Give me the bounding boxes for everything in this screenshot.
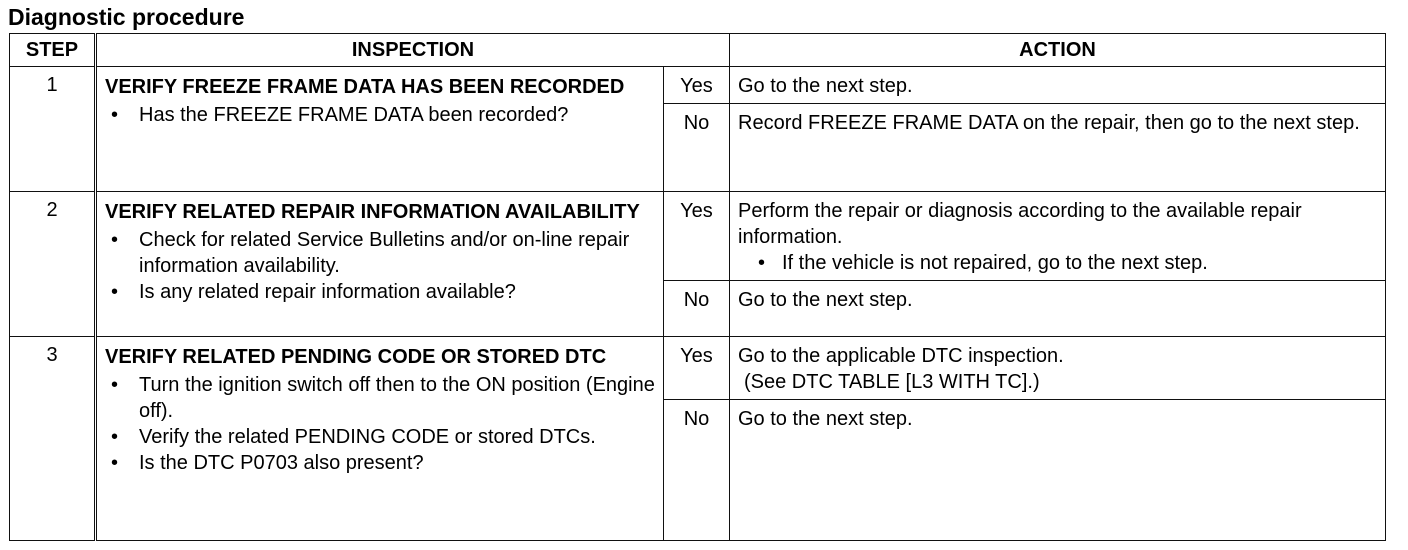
- bullet-icon: •: [111, 426, 119, 448]
- header-inspection: INSPECTION: [96, 34, 730, 67]
- step-1-no-action: Record FREEZE FRAME DATA on the repair, then go to the next step.: [730, 104, 1386, 192]
- step-2-inspection: [96, 192, 664, 337]
- step-1-inspection: [96, 67, 664, 192]
- bullet-icon: •: [111, 229, 119, 251]
- step-1-yes-row: [10, 67, 1386, 104]
- step-3-inspection: [96, 337, 664, 541]
- step-2-no-label: No: [664, 281, 730, 337]
- step-2-check-2: • Is any related repair information available?: [111, 281, 516, 303]
- step-1-yes-label: Yes: [664, 67, 730, 104]
- step-1-no-label: No: [664, 104, 730, 192]
- step-3-yes-row: [10, 337, 1386, 400]
- header-step: STEP: [10, 34, 96, 67]
- bullet-icon: •: [111, 104, 119, 126]
- step-1-number: 1: [10, 67, 96, 192]
- step-3-yes-reference: (See DTC TABLE [L3 WITH TC].): [744, 371, 1040, 393]
- step-2-yes-label: Yes: [664, 192, 730, 281]
- step-2-number: 2: [10, 192, 96, 337]
- table-header-row: [10, 34, 1386, 67]
- step-2-heading: VERIFY RELATED REPAIR INFORMATION AVAILABILITY: [105, 201, 640, 223]
- step-2-yes-sub: • If the vehicle is not repaired, go to the next step.: [758, 252, 1208, 274]
- bullet-icon: •: [111, 452, 119, 474]
- step-3-heading: VERIFY RELATED PENDING CODE OR STORED DTC: [105, 346, 607, 368]
- step-2-no-action: Go to the next step.: [730, 281, 1386, 337]
- step-3-yes-label: Yes: [664, 337, 730, 400]
- step-3-no-action: Go to the next step.: [730, 400, 1386, 541]
- step-3-check-1: • Turn the ignition switch off then to the ON position (Engine off).: [111, 374, 655, 422]
- step-3-check-2: • Verify the related PENDING CODE or stored DTCs.: [111, 426, 596, 448]
- step-2-yes-row: [10, 192, 1386, 281]
- step-2-yes-action: [730, 192, 1386, 281]
- step-3-check-3: • Is the DTC P0703 also present?: [111, 452, 424, 474]
- step-2-check-1: • Check for related Service Bulletins and/or on-line repair information availability.: [111, 229, 630, 277]
- step-1-yes-action: Go to the next step.: [730, 67, 1386, 104]
- step-1-heading: VERIFY FREEZE FRAME DATA HAS BEEN RECORDED: [105, 76, 625, 98]
- step-2-yes-text: Perform the repair or diagnosis according to the available repair information.: [738, 200, 1302, 248]
- step-1-check: • Has the FREEZE FRAME DATA been recorded?: [111, 104, 569, 126]
- header-action: ACTION: [730, 34, 1386, 67]
- diagnostic-procedure-table: [9, 33, 1386, 541]
- step-3-yes-action: [730, 337, 1386, 400]
- page-title: Diagnostic procedure: [8, 4, 245, 30]
- bullet-icon: •: [111, 374, 119, 396]
- step-3-no-label: No: [664, 400, 730, 541]
- step-3-number: 3: [10, 337, 96, 541]
- step-3-yes-text: Go to the applicable DTC inspection.: [738, 345, 1064, 367]
- bullet-icon: •: [111, 281, 119, 303]
- bullet-icon: •: [758, 252, 766, 274]
